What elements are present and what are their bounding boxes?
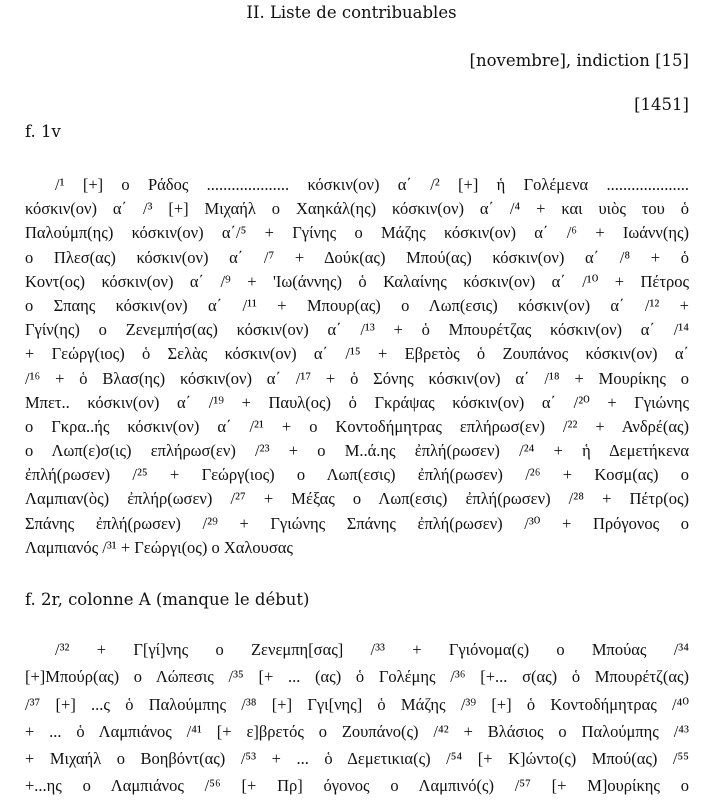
text-line: Γγίν(ης) ο Ζενεμπήσ(ας) κόσκιν(ον) α΄ /¹³ + ὁ Μπουρέτζας κόσκιν(ον) α΄ /¹⁴ — [25, 320, 689, 340]
text-line: ο Πλεσ(ας) κόσκιν(ον) α΄ /⁷ + Δούκ(ας) Μπού(ας) κόσκιν(ον) α΄ /⁸ + ὁ — [25, 247, 689, 267]
text-line: + ... ὁ Λαμπιάνος /⁴¹ [+ ε]βρετός ο Ζουπάνο(ς) /⁴² + Βλάσιος ο Παλούμπης /⁴³ — [25, 721, 689, 741]
text-line: Σπάνης ἐπλή(ρωσεν) /²⁹ + Γγιώνης Σπάνης ἐπλή(ρωσεν) /³⁰ + Πρόγονος ο — [25, 513, 689, 533]
text-line: [+]Μπούρ(ας) ο Λώπεσις /³⁵ [+ ... (ας) ὁ Γολέμης /³⁶ [+... σ(ας) ὁ Μπουρέτζ(ας) — [25, 667, 689, 687]
page-title: II. Liste de contribuables — [246, 3, 457, 22]
transcription-paragraph-1v — [25, 173, 689, 560]
text-line: +...ης ο Λαμπιάνος /⁵⁶ [+ Πρ] όγονος ο Λαμπινό(ς) /⁵⁷ [+ Μ]ουρίκης ο — [25, 776, 689, 796]
text-line: ἐπλή(ρωσεν) /²⁵ + Γεώργ(ιος) ο Λωπ(εσις) ἐπλή(ρωσεν) /²⁶ + Κοσμ(ας) ο — [25, 465, 689, 485]
text-line: ο Λωπ(ε)σ(ις) επλήρωσ(εν) /²³ + ο Μ..ά.ης ἐπλή(ρωσεν) /²⁴ + ἡ Δεμετήκενα — [25, 441, 689, 461]
year: [1451] — [634, 95, 689, 114]
text-line: + Γεώργ(ιος) ὁ Σελὰς κόσκιν(ον) α΄ /¹⁵ + Εβρετὸς ὁ Ζουπάνος κόσκιν(ον) α΄ — [25, 344, 689, 364]
folio-heading-2r: f. 2r, colonne A (manque le début) — [25, 590, 310, 609]
date-line: [novembre], indiction [15] — [469, 51, 689, 70]
text-line: /³⁷ [+] ...ς ὁ Παλούμπης /³⁸ [+] Γγι[νης] ὁ Μάζης /³⁹ [+] ὁ Κοντοδήμητρας /⁴⁰ — [25, 694, 689, 714]
text-line: Κοντ(ος) κόσκιν(ον) α΄ /⁹ + 'Ιω(άννης) ὁ Καλαίνης κόσκιν(ον) α΄ /¹⁰ + Πέτρος — [25, 271, 689, 291]
text-line: /¹⁶ + ὁ Βλασ(ης) κόσκιν(ον) α΄ /¹⁷ + ὁ Σόνης κόσκιν(ον) α΄ /¹⁸ + Μουρίκης ο — [25, 368, 689, 388]
text-line: Λαμπιανός /³¹ + Γεώργι(ος) ο Χαλουσας — [25, 537, 293, 557]
text-line: Παλούμπ(ης) κόσκιν(ον) α΄/⁵ + Γγίνης ο Μάζης κόσκιν(ον) α΄ /⁶ + Ιωάνν(ης) — [25, 223, 689, 243]
text-line: /³² + Γ[γί]νης ο Ζενεμπη[σας] /³³ + Γγιόνομα(ς) ο Μπούας /³⁴ — [55, 640, 689, 659]
text-line: + Μιχαήλ ο Βοηβόντ(ας) /⁵³ + ... ὁ Δεμετικια(ς) /⁵⁴ [+ Κ]ώντο(ς) Μπού(ας) /⁵⁵ — [25, 749, 689, 769]
text-line: κόσκιν(ον) α΄ /³ [+] Μιχαήλ ο Χαηκάλ(ης) κόσκιν(ον) α΄ /⁴ + και υιὸς του ὁ — [25, 199, 689, 219]
folio-heading-1v: f. 1v — [25, 122, 61, 141]
text-line: ο Γκρα..ής κόσκιν(ον) α΄ /²¹ + ο Κοντοδήμητρας επλήρωσ(εν) /²² + Ανδρέ(ας) — [25, 416, 689, 436]
text-line: Λαμπιαν(ὸς) ἐπλήρ(ωσεν) /²⁷ + Μέξας ο Λωπ(εσις) ἐπλή(ρωσεν) /²⁸ + Πέτρ(ος) — [25, 489, 689, 509]
text-line: ο Σπαης κόσκιν(ον) α΄ /¹¹ + Μπουρ(ας) ο Λωπ(εσις) κόσκιν(ον) α΄ /¹² + — [25, 295, 689, 315]
text-line: Μπετ.. κόσκιν(ον) α΄ /¹⁹ + Παυλ(ος) ὁ Γκράψας κόσκιν(ον) α΄ /²⁰ + Γγιώνης — [25, 392, 689, 412]
text-line: /¹ [+] ο Ράδος .................... κόσκιν(ον) α΄ /² [+] ἡ Γολέμενα .................... — [55, 175, 689, 194]
transcription-paragraph-2r — [25, 636, 689, 800]
